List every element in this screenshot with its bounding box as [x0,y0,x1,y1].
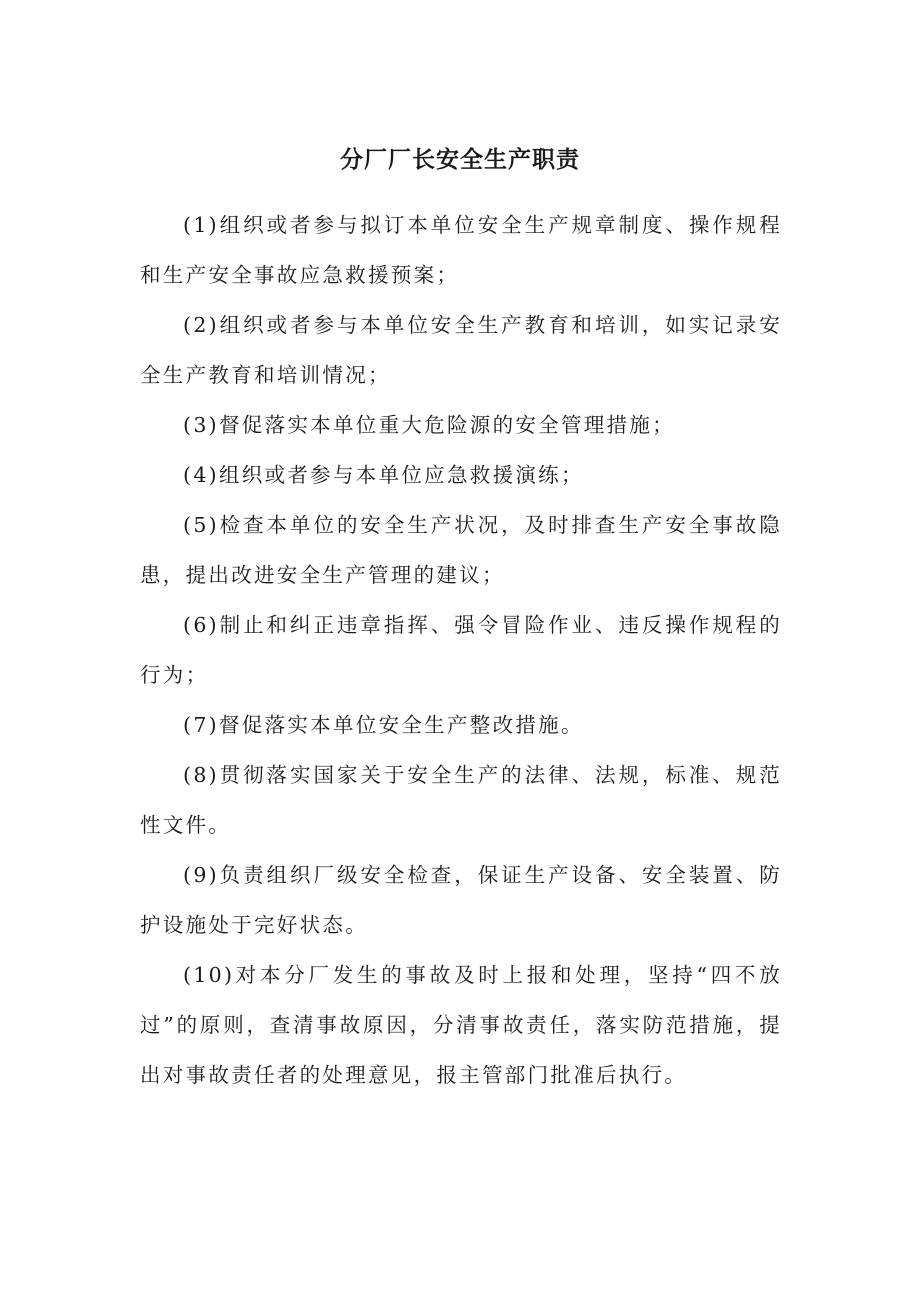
paragraph-3: (3)督促落实本单位重大危险源的安全管理措施； [183,413,675,437]
paragraph-2: (2)组织或者参与本单位安全生产教育和培训，如实记录安全生产教育和培训情况； [140,313,782,387]
paragraph-6: (6)制止和纠正违章指挥、强令冒险作业、违反操作规程的行为； [140,613,782,687]
paragraph-7: (7)督促落实本单位安全生产整改措施。 [183,713,584,737]
paragraph-8: (8)贯彻落实国家关于安全生产的法律、法规，标准、规范性文件。 [140,763,782,837]
paragraph-1: (1)组织或者参与拟订本单位安全生产规章制度、操作规程和生产安全事故应急救援预案； [140,213,782,287]
document-title: 分厂厂长安全生产职责 [340,147,580,173]
document-body [140,200,782,1100]
paragraph-9: (9)负责组织厂级安全检查，保证生产设备、安全装置、防护设施处于完好状态。 [140,863,782,937]
paragraph-4: (4)组织或者参与本单位应急救援演练； [183,463,584,487]
paragraph-10: (10)对本分厂发生的事故及时上报和处理，坚持“四不放过”的原则，查清事故原因，分清事故责任，落实防范措施，提出对事故责任者的处理意见，报主管部门批准后执行。 [140,963,782,1087]
paragraph-5: (5)检查本单位的安全生产状况，及时排查生产安全事故隐患，提出改进安全生产管理的建议； [140,513,782,587]
